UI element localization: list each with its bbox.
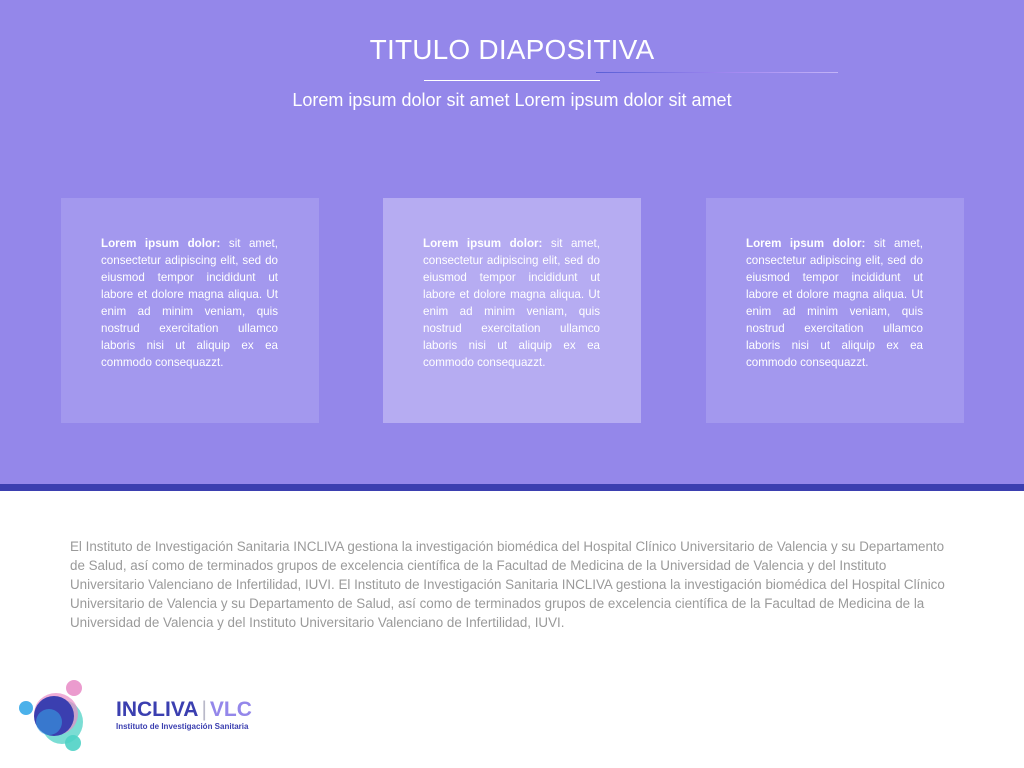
- title-accent-line: [596, 72, 838, 73]
- card-text: [746, 235, 923, 371]
- slide-subtitle: Lorem ipsum dolor sit amet Lorem ipsum dolor sit amet: [292, 90, 732, 110]
- logo-separator: |: [201, 698, 207, 721]
- card-text: [423, 235, 600, 371]
- logo-suffix: VLC: [209, 698, 252, 721]
- logo-wordmark: [116, 698, 252, 722]
- card-lead: Lorem ipsum dolor:: [101, 237, 221, 250]
- hero-bottom-bar: [0, 484, 1024, 491]
- title-underline: [424, 80, 600, 81]
- card-body: sit amet, consectetur adipiscing elit, sed do eiusmod tempor incididunt ut labore et dolore magna aliqua. Ut enim ad minim veniam, quis nostrud exercitation ullamco laboris nisi ut aliquip ex ea commodo consequazzt.: [101, 237, 278, 369]
- card-body: sit amet, consectetur adipiscing elit, sed do eiusmod tempor incididunt ut labore et dolore magna aliqua. Ut enim ad minim veniam, quis nostrud exercitation ullamco laboris nisi ut aliquip ex ea commodo consequazzt.: [423, 237, 600, 369]
- info-card: [383, 198, 641, 423]
- info-card: [706, 198, 964, 423]
- incliva-logo: [16, 676, 276, 756]
- info-card: [61, 198, 319, 423]
- card-text: [101, 235, 278, 371]
- card-lead: Lorem ipsum dolor:: [746, 237, 866, 250]
- logo-name: INCLIVA: [116, 698, 199, 721]
- incliva-logo-icon: [16, 676, 88, 756]
- card-body: sit amet, consectetur adipiscing elit, sed do eiusmod tempor incididunt ut labore et dolore magna aliqua. Ut enim ad minim veniam, quis nostrud exercitation ullamco laboris nisi ut aliquip ex ea commodo consequazzt.: [746, 237, 923, 369]
- description-paragraph: El Instituto de Investigación Sanitaria INCLIVA gestiona la investigación biomédica del Hospital Clínico Universitario de Valencia y su Departamento de Salud, así como de terminados grupos de excelencia científica de la Facultad de Medicina de la Universidad de Valencia y del Instituto Universitario Valenciano de Infertilidad, IUVI. El Instituto de Investigación Sanitaria INCLIVA gestiona la investigación biomédica del Hospital Clínico Universitario de Valencia y su Departamento de Salud, así como de terminados grupos de excelencia científica de la Facultad de Medicina de la Universidad de Valencia y del Instituto Universitario Valenciano de Infertilidad, IUVI.: [70, 539, 945, 630]
- slide-title: TITULO DIAPOSITIVA: [369, 34, 655, 65]
- card-lead: Lorem ipsum dolor:: [423, 237, 543, 250]
- logo-tagline: Instituto de Investigación Sanitaria: [116, 722, 249, 731]
